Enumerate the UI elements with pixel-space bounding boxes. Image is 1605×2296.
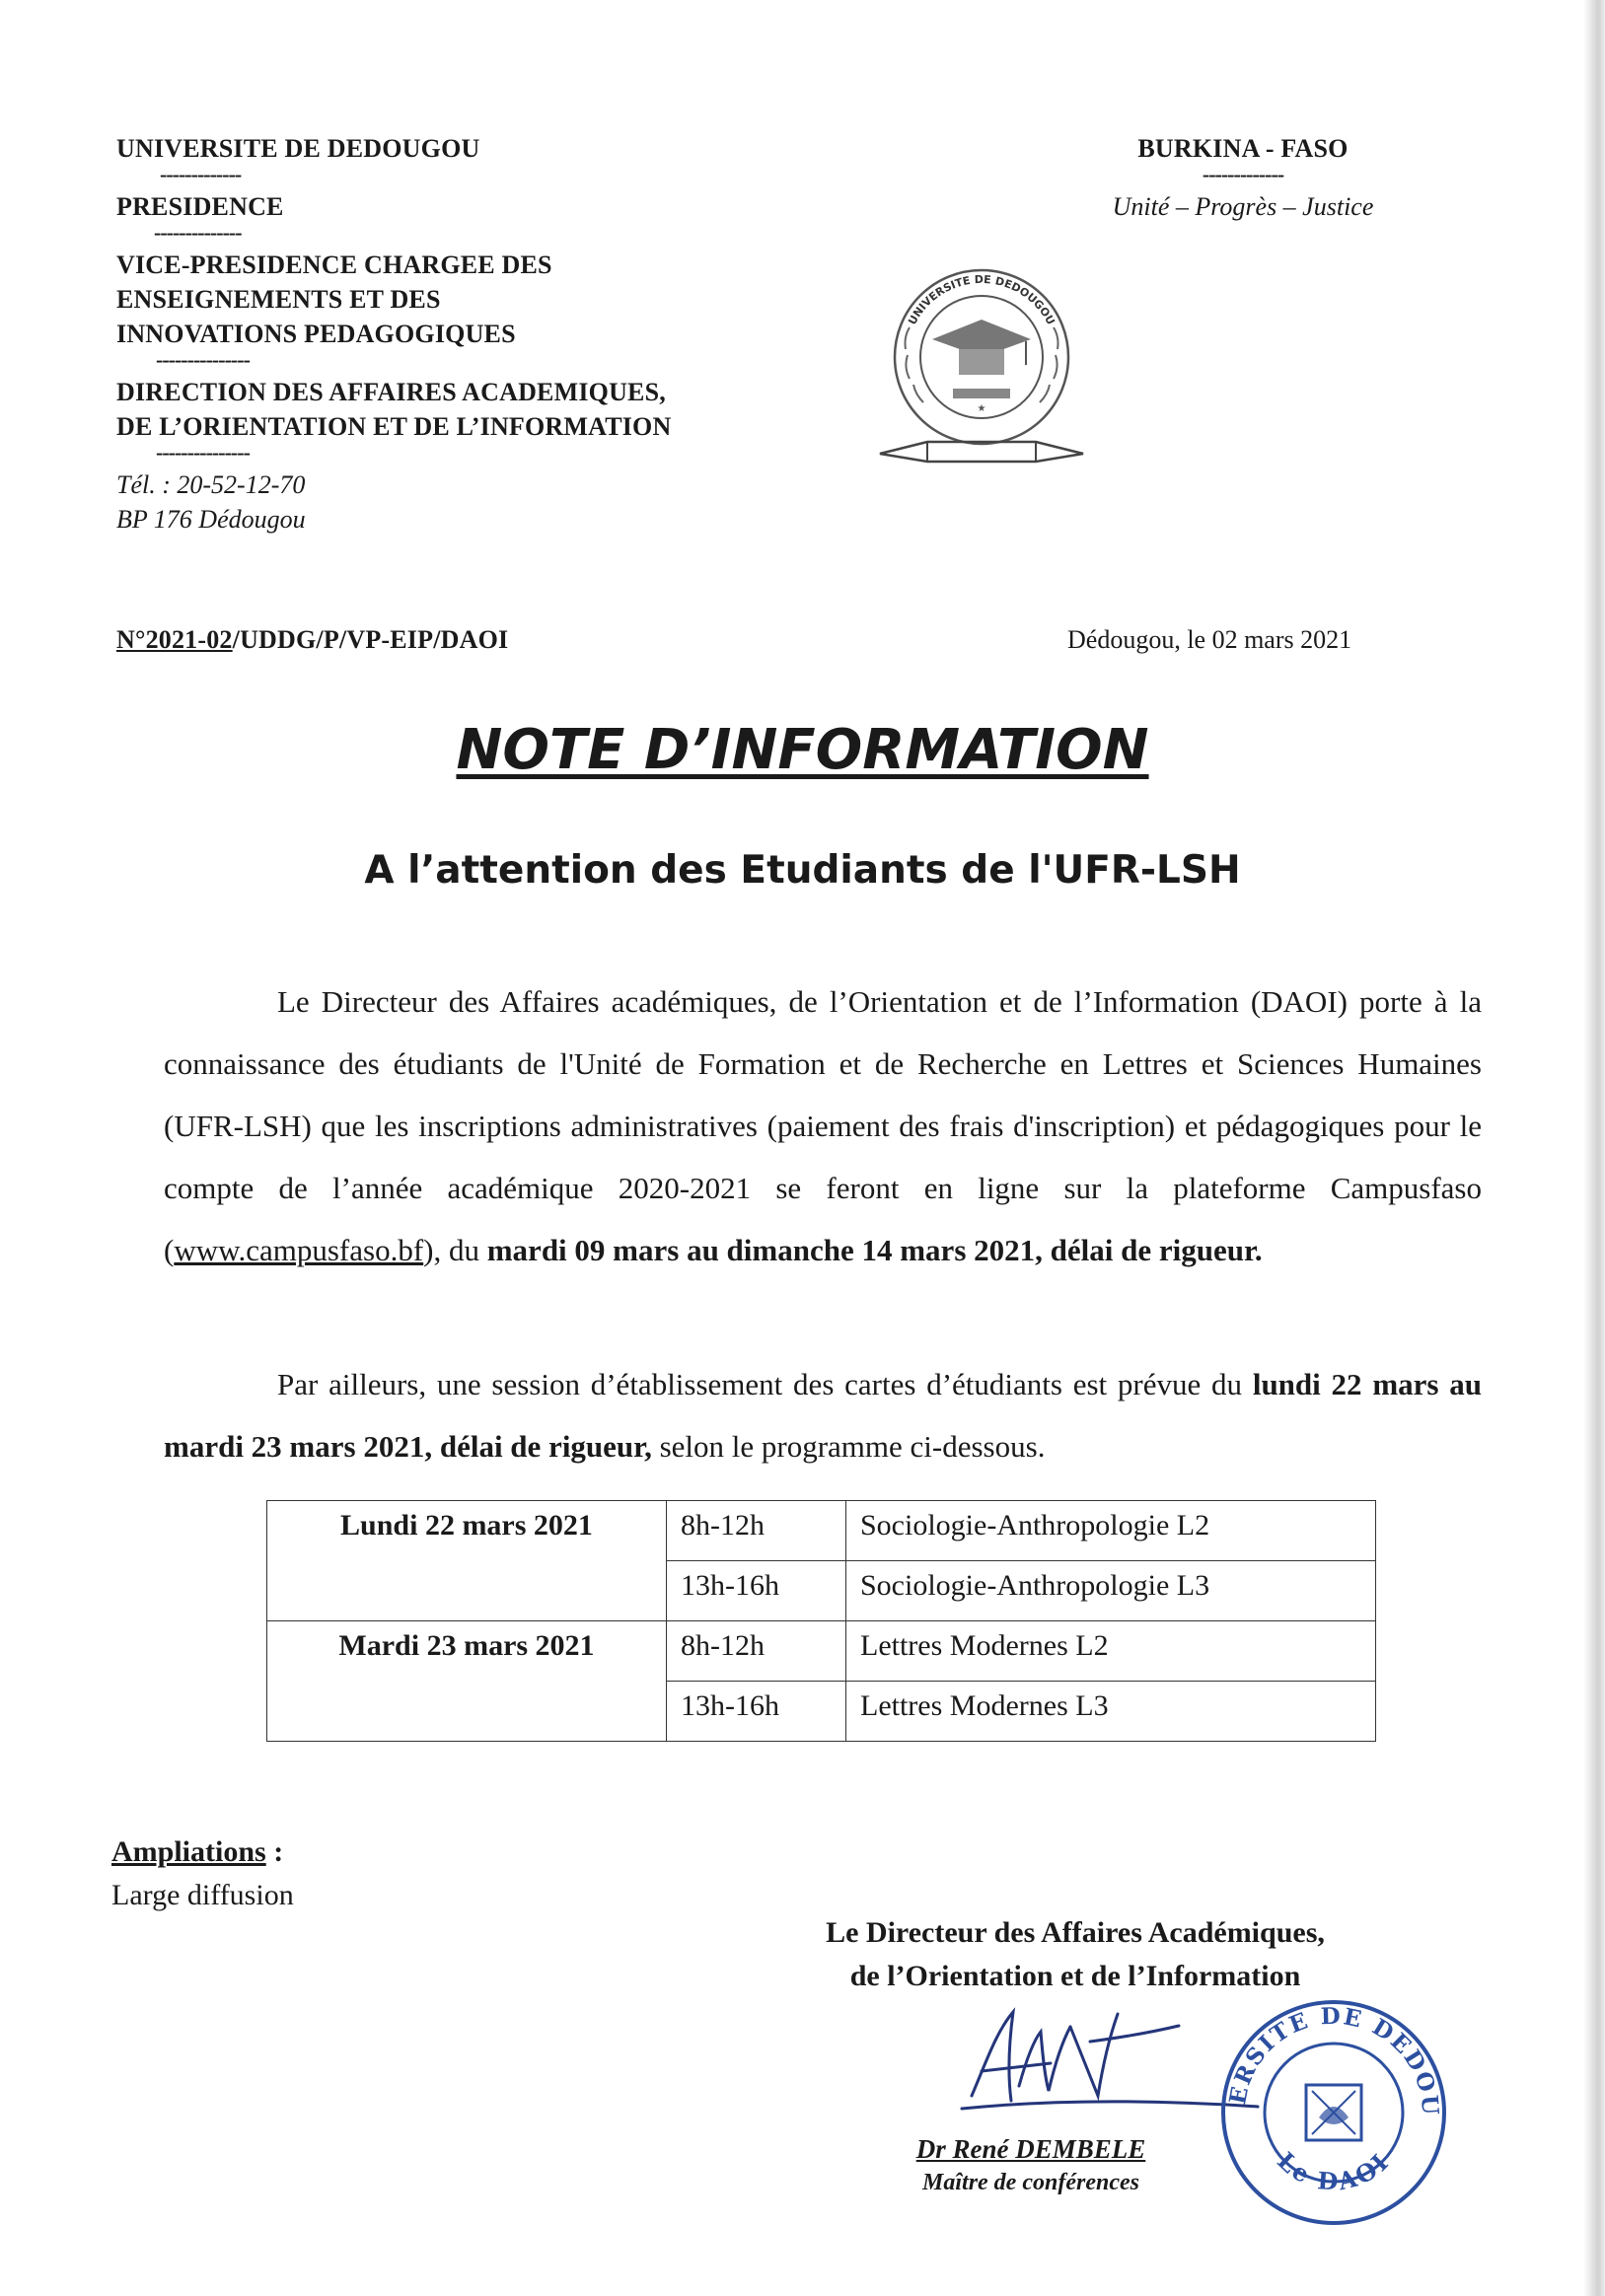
header-right: [1065, 131, 1421, 224]
stamp-bottom-text: Le DAOI: [1272, 2146, 1396, 2196]
vice-presidence-line1: VICE-PRESIDENCE CHARGEE DES: [116, 251, 552, 279]
signatory-rank: Maître de conférences: [922, 2170, 1139, 2195]
header-left: [116, 131, 807, 537]
signatory-title-line1: Le Directeur des Affaires Académiques,: [826, 1916, 1325, 1949]
separator: -------------: [1202, 162, 1284, 186]
university-name: UNIVERSITE DE DEDOUGOU: [116, 134, 480, 163]
separator: --------------: [154, 220, 242, 245]
schedule-time: 8h-12h: [667, 1501, 846, 1561]
schedule-program: Lettres Modernes L2: [846, 1621, 1376, 1682]
page-title: NOTE D’INFORMATION: [456, 718, 1149, 782]
country-name: BURKINA - FASO: [1137, 134, 1349, 163]
signatory-name-block: [873, 2132, 1189, 2199]
vice-presidence-line2: ENSEIGNEMENTS ET DES: [116, 285, 441, 314]
ampliations-value: Large diffusion: [111, 1879, 294, 1911]
separator: ---------------: [156, 347, 250, 372]
schedule-program: Sociologie-Anthropologie L3: [846, 1561, 1376, 1621]
vice-presidence-line3: INNOVATIONS PEDAGOGIQUES: [116, 320, 516, 348]
paragraph-text: Par ailleurs, une session d’établissement des cartes d’étudiants est prévue du: [277, 1367, 1253, 1401]
signatory-title-line2: de l’Orientation et de l’Information: [849, 1960, 1301, 1992]
svg-text:UNIVERSITE DE DEDOUGOU: [1215, 1994, 1443, 2117]
paragraph-text: ), du: [423, 1233, 487, 1267]
paragraph-student-cards: [164, 1353, 1482, 1477]
signature-block: [750, 1911, 1401, 1998]
paragraph-registration: [164, 970, 1482, 1281]
schedule-program: Lettres Modernes L3: [846, 1682, 1376, 1742]
schedule-time: 13h-16h: [667, 1561, 846, 1621]
schedule-program: Sociologie-Anthropologie L2: [846, 1501, 1376, 1561]
official-stamp: [1215, 1994, 1452, 2231]
separator: -------------: [160, 162, 242, 186]
reference-number: [116, 622, 508, 657]
separator: ---------------: [156, 440, 250, 465]
ampliations-colon: :: [265, 1835, 284, 1868]
svg-text:Le DAOI: [1272, 2146, 1395, 2196]
postal-box: BP 176 Dédougou: [116, 505, 306, 534]
university-logo: [868, 258, 1095, 470]
stamp-ring-text: ERSITE DE DEDOU: [1224, 2002, 1444, 2118]
svg-text:★: ★: [977, 403, 986, 414]
campusfaso-link[interactable]: www.campusfaso.bf: [174, 1233, 424, 1267]
ampliations-label: Ampliations: [111, 1835, 266, 1868]
telephone: Tél. : 20-52-12-70: [116, 470, 306, 499]
logo-ring-text: UNIVERSITE DE DEDOUGOU: [906, 272, 1058, 327]
paragraph-text: Le Directeur des Affaires académiques, de l’Orientation et de l’Information (DAOI) porte à la connaissance des étudiants de l'Unité de Formation et de Recherche en Lettres et Sciences Humaines (UFR-LSH) que les inscriptions administratives (paiement des frais d'inscription) et pédagogiques pour le compte de l’année académique 2020-2021 se feront en ligne sur la plateforme Campusfaso (: [164, 984, 1482, 1267]
registration-dates: mardi 09 mars au dimanche 14 mars 2021, délai de rigueur.: [486, 1233, 1263, 1267]
national-motto: Unité – Progrès – Justice: [1112, 192, 1374, 221]
schedule-day: Lundi 22 mars 2021: [267, 1501, 667, 1621]
presidence: PRESIDENCE: [116, 192, 284, 221]
table-row: [267, 1501, 1376, 1561]
reference-number-suffix: /UDDG/P/VP-EIP/DAOI: [232, 625, 509, 654]
svg-text:UNIVERSITE DE DEDOUGOU: [906, 273, 1058, 327]
paragraph-text: selon le programme ci-dessous.: [651, 1429, 1046, 1464]
ampliations-block: [111, 1830, 294, 1917]
place-date: Dédougou, le 02 mars 2021: [1067, 625, 1352, 654]
schedule-table: [266, 1500, 1376, 1742]
direction-line1: DIRECTION DES AFFAIRES ACADEMIQUES,: [116, 378, 666, 406]
reference-number-main: N°2021-02: [116, 625, 233, 654]
page-subtitle: A l’attention des Etudiants de l'UFR-LSH: [364, 848, 1241, 893]
table-row: [267, 1621, 1376, 1682]
scan-edge: [1583, 0, 1605, 2296]
schedule-time: 13h-16h: [667, 1682, 846, 1742]
schedule-day: Mardi 23 mars 2021: [267, 1621, 667, 1742]
schedule-time: 8h-12h: [667, 1621, 846, 1682]
signatory-name: Dr René DEMBELE: [915, 2134, 1146, 2164]
direction-line2: DE L’ORIENTATION ET DE L’INFORMATION: [116, 412, 672, 441]
card-session-dates: lundi 22 mars au mardi 23 mars 2021, délai de rigueur,: [164, 1367, 1482, 1464]
